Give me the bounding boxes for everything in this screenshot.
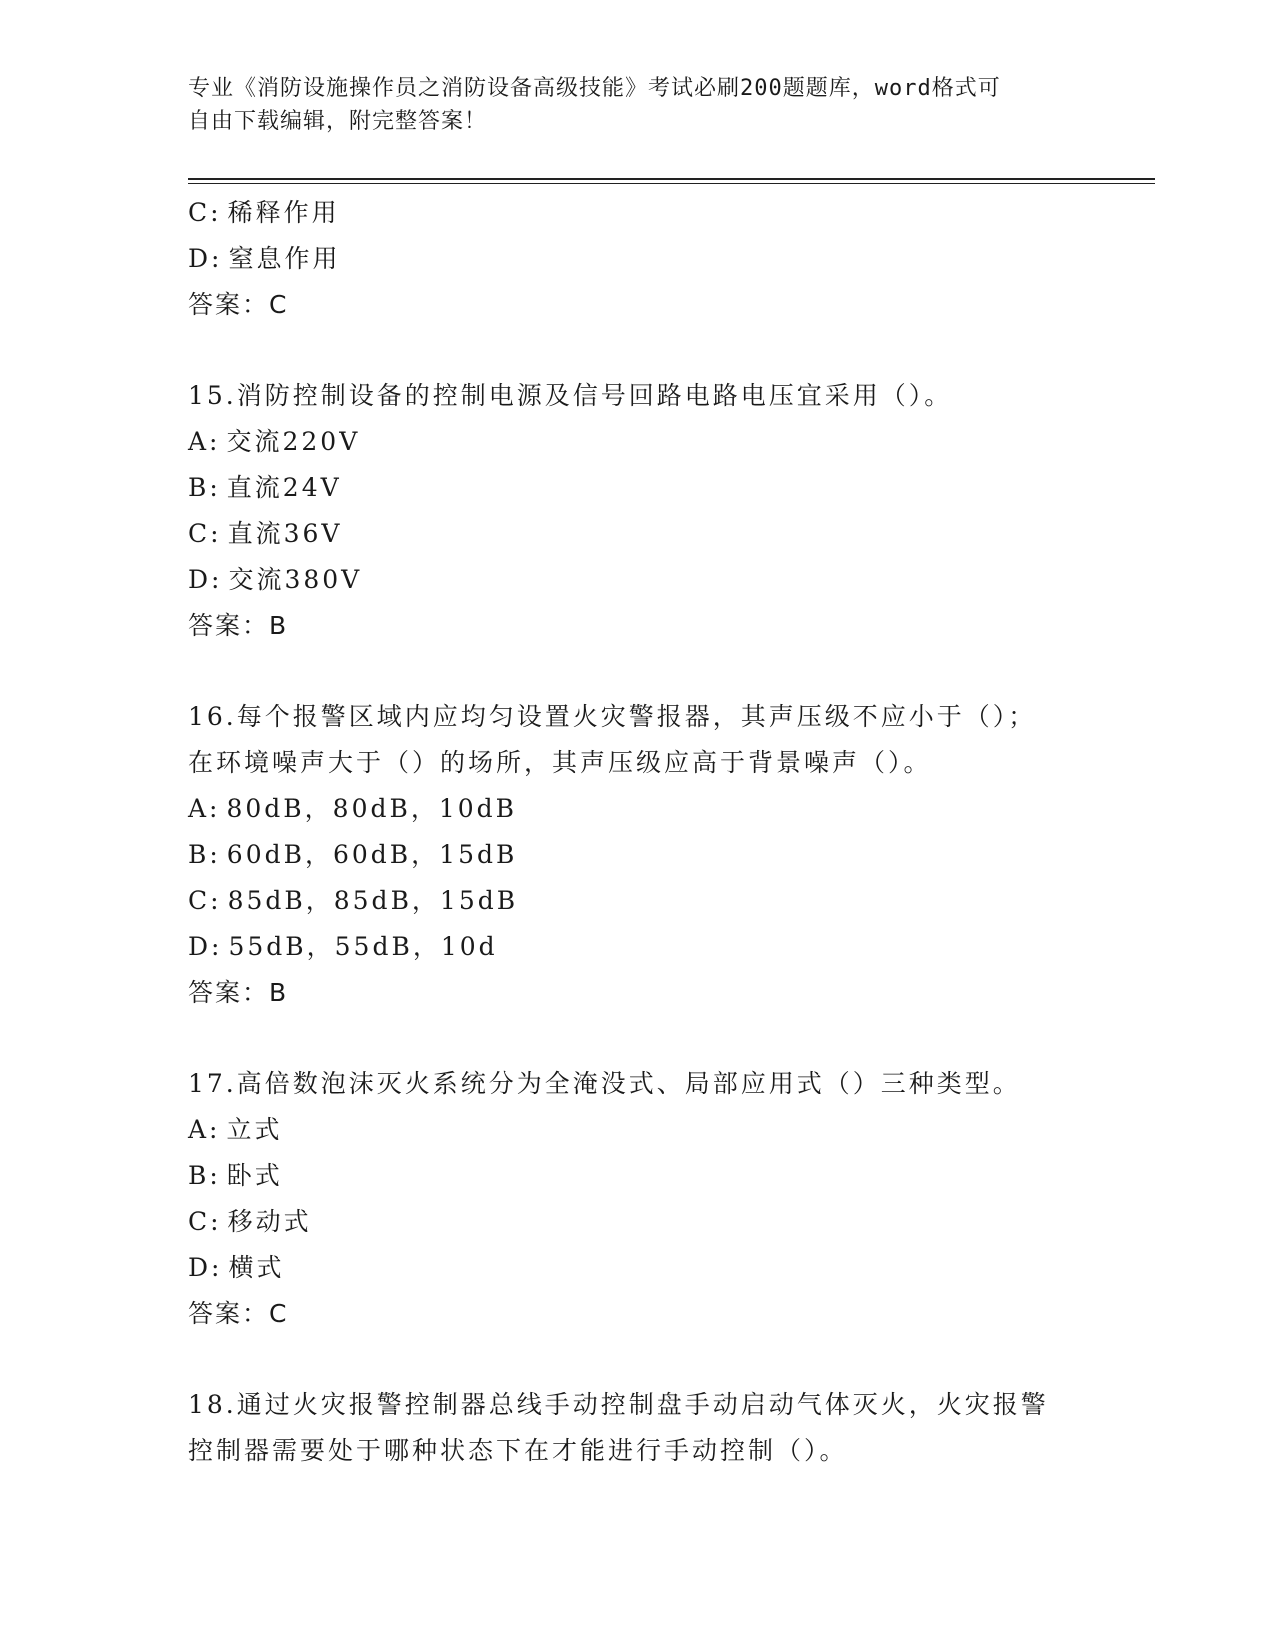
question-stem-cont: 在环境噪声大于（）的场所，其声压级应高于背景噪声（）。 (188, 748, 932, 777)
option-c (188, 878, 1088, 924)
answer-line: 答案：C (188, 290, 289, 319)
option-text: 窒息作用 (228, 244, 341, 273)
option-key: A: (188, 1115, 221, 1144)
option-d (188, 1245, 1088, 1291)
option-key: A: (188, 794, 221, 823)
question-16 (188, 694, 1088, 1016)
question-18 (188, 1382, 1088, 1474)
option-text: 80dB，80dB，10dB (226, 794, 518, 823)
option-key: D: (188, 1253, 223, 1282)
question-stem: 15.消防控制设备的控制电源及信号回路电路电压宜采用（）。 (188, 381, 953, 410)
header-rule-thick (188, 178, 1155, 180)
option-b (188, 832, 1088, 878)
option-text: 交流380V (228, 565, 363, 594)
question-stem-cont: 控制器需要处于哪种状态下在才能进行手动控制（）。 (188, 1436, 848, 1465)
question-stem: 16.每个报警区域内应均匀设置火灾警报器，其声压级不应小于（）； (188, 702, 1037, 731)
option-key: D: (188, 932, 223, 961)
question-17 (188, 1061, 1088, 1337)
answer-line: 答案：B (188, 611, 289, 640)
option-text: 55dB，55dB，10d (228, 932, 498, 961)
option-key: C: (188, 519, 222, 548)
option-text: 直流36V (227, 519, 343, 548)
page-header (188, 72, 1068, 138)
option-key: C: (188, 198, 222, 227)
option-key: D: (188, 565, 223, 594)
question-list (188, 190, 1088, 1474)
option-text: 横式 (228, 1253, 285, 1282)
option-a (188, 419, 1088, 465)
option-d (188, 236, 1088, 282)
header-line-2: 自由下载编辑，附完整答案！ (188, 109, 488, 134)
option-c (188, 190, 1088, 236)
question-stem: 17.高倍数泡沫灭火系统分为全淹没式、局部应用式（）三种类型。 (188, 1069, 1021, 1098)
option-key: A: (188, 427, 221, 456)
option-key: D: (188, 244, 223, 273)
option-text: 交流220V (226, 427, 361, 456)
option-text: 直流24V (226, 473, 342, 502)
option-key: B: (188, 1161, 221, 1190)
option-c (188, 1199, 1088, 1245)
option-key: B: (188, 840, 221, 869)
option-d (188, 924, 1088, 970)
header-rule-thin (188, 183, 1155, 184)
answer-line: 答案：B (188, 978, 289, 1007)
option-key: C: (188, 886, 222, 915)
option-a (188, 786, 1088, 832)
option-b (188, 1153, 1088, 1199)
question-prev (188, 190, 1088, 328)
option-text: 85dB，85dB，15dB (227, 886, 519, 915)
option-text: 卧式 (226, 1161, 283, 1190)
answer-line: 答案：C (188, 1299, 289, 1328)
option-d (188, 557, 1088, 603)
header-line-1: 专业《消防设施操作员之消防设备高级技能》考试必刷200题题库，word格式可 (188, 76, 1001, 101)
option-text: 移动式 (227, 1207, 312, 1236)
question-15 (188, 373, 1088, 649)
option-text: 稀释作用 (227, 198, 340, 227)
option-key: C: (188, 1207, 222, 1236)
question-stem: 18.通过火灾报警控制器总线手动控制盘手动启动气体灭火，火灾报警 (188, 1390, 1049, 1419)
option-b (188, 465, 1088, 511)
option-c (188, 511, 1088, 557)
option-key: B: (188, 473, 221, 502)
option-a (188, 1107, 1088, 1153)
option-text: 60dB，60dB，15dB (226, 840, 518, 869)
option-text: 立式 (226, 1115, 283, 1144)
